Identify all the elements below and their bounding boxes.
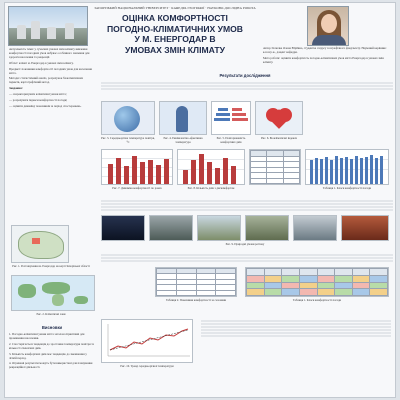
author-block: Автор: Ключка Олена Юріївна, студентка 4 курсу географічного факультету. Науковий керівник: к.геогр.н., доцент кафедри. Мета роботи: оцінити комфортність погодно-кліматичних умов міста Енергодар в умовах змін клімату.: [263, 46, 387, 64]
poster-title: ОЦІНКА КОМФОРТНОСТІ ПОГОДНО-КЛІМАТИЧНИХ УМОВ У М. ЕНЕРГОДАР В УМОВАХ ЗМІН КЛІМАТУ: [106, 13, 244, 55]
results-intro: [101, 81, 393, 91]
landscape-photo-3: [245, 215, 289, 241]
results-text-4: [201, 319, 391, 338]
table-figure-1: [249, 149, 301, 185]
landscape-photo-2: [197, 215, 241, 241]
table-figure-2: [155, 267, 237, 297]
bar-chart-3: [305, 149, 389, 185]
night-city-photo: [101, 215, 145, 241]
power-plant-photo: [8, 6, 88, 46]
fig-globe: [101, 101, 155, 135]
conclusions-list: 1. Погодно-кліматичні умови міста загалом сприятливі для проживання населення. 2. Спостерігається тенденція до зростання температури повітря та кількості спекотних днів. 3. Кількість комфортних днів має тенденцію до зменшення у літній період. 4. Отримані результати можуть бути використані для планування рекреаційної діяльності.: [9, 332, 95, 370]
map-caption: Рис. 1. Розташування м. Енергодар на карті Запорізької області: [12, 264, 90, 268]
bar-chart-1: [101, 149, 173, 185]
results-title: Результати дослідження: [219, 73, 271, 78]
bar-chart-2: [177, 149, 245, 185]
line-chart: [101, 319, 193, 363]
poster: ЗАПОРІЗЬКИЙ НАЦІОНАЛЬНИЙ УНІВЕРСИТЕТ · КАФЕДРА ГЕОГРАФІЇ · НАУКОВО-ДОСЛІДНА РОБОТА ОЦІНКА КОМФОРТНОСТІ ПОГОДНО-КЛІМАТИЧНИХ УМОВ У М. ЕНЕРГОДАР В УМОВАХ ЗМІН КЛІМАТУ Автор: Ключка Олена Юріївна, студентка 4 курсу географічного факультету. Науковий керівник: к.геогр.н., доцент кафедри. Мета роботи: оцінити комфортність погодно-кліматичних умов міста Енергодар в умовах змін клімату. Актуальність теми: у сучасних умовах змін клімату вивчення комфортності погодних умов набуває особливого значення для здоров'я населення та рекреації. Об'єкт: клімат м. Енергодар в умовах змін клімату. Предмет: показники комфортності погодних умов для населення міста. Методи: статистичний аналіз, розрахунок біокліматичних індексів, картографічний метод. Завдання: — охарактеризувати кліматичні умови міста; — розрахувати індекси комфортності погоди; — оцінити динаміку показників за період спостережень. Рис. 1. Розташування м. Енергодар на карті Запорізької області Рис. 2. Кліматичні зони Результати дослідження Рис. 3. Середньорічна температура повітря, °С Рис. 4. Еквівалентно-ефективна температура Рис. 5. Повторюваність комфортних днів Рис. 6. Біокліматичні індекси Рис. 7. Динаміка комфортності по роках Рис. 8. Кількість днів з дискомфортом Таблиця 1. Класи комфортності погоди Рис. 9. Природні умови регіону Таблиця 2. Показники комфортності за сезонами Таблиця 1. Класи комфортності погоди Рис. 10. Тренд середньорічної температури Висновки 1. Погодно-кліматичні умови міста загалом сприятливі для проживання населення. 2. Спостерігається тенденція до зростання температури повітря та кількості спекотних днів. 3. Кількість комфортних днів має тенденцію до зменшення у літній період. 4. Отримані результати можуть бути використані для планування рекреаційної діяльності.: [4, 2, 396, 398]
landscape-photo-1: [149, 215, 193, 241]
fig-pyramid-chart: [211, 101, 251, 135]
landscape-photo-5: [341, 215, 389, 241]
fig-silhouette: [159, 101, 207, 135]
results-text-2: [101, 199, 393, 212]
institution-text: ЗАПОРІЗЬКИЙ НАЦІОНАЛЬНИЙ УНІВЕРСИТЕТ · КАФЕДРА ГЕОГРАФІЇ · НАУКОВО-ДОСЛІДНА РОБОТА: [94, 6, 256, 10]
author-photo: [307, 6, 349, 46]
fig-heart: [255, 101, 303, 135]
conclusions-title: Висновки: [41, 325, 63, 330]
map2-caption: Рис. 2. Кліматичні зони: [36, 312, 66, 316]
landscape-photo-4: [293, 215, 337, 241]
left-column: Актуальність теми: у сучасних умовах змін клімату вивчення комфортності погодних умов набуває особливого значення для здоров'я населення та рекреації. Об'єкт: клімат м. Енергодар в умовах змін клімату. Предмет: показники комфортності погодних умов для населення міста. Методи: статистичний аналіз, розрахунок біокліматичних індексів, картографічний метод. Завдання: — охарактеризувати кліматичні умови міста; — розрахувати індекси комфортності погоди; — оцінити динаміку показників за період спостережень.: [9, 47, 92, 108]
poster-header: [91, 6, 259, 55]
colored-table: [245, 267, 389, 297]
map-figure: [11, 225, 69, 263]
world-map-figure: [11, 275, 95, 311]
results-text-3: [101, 253, 393, 263]
